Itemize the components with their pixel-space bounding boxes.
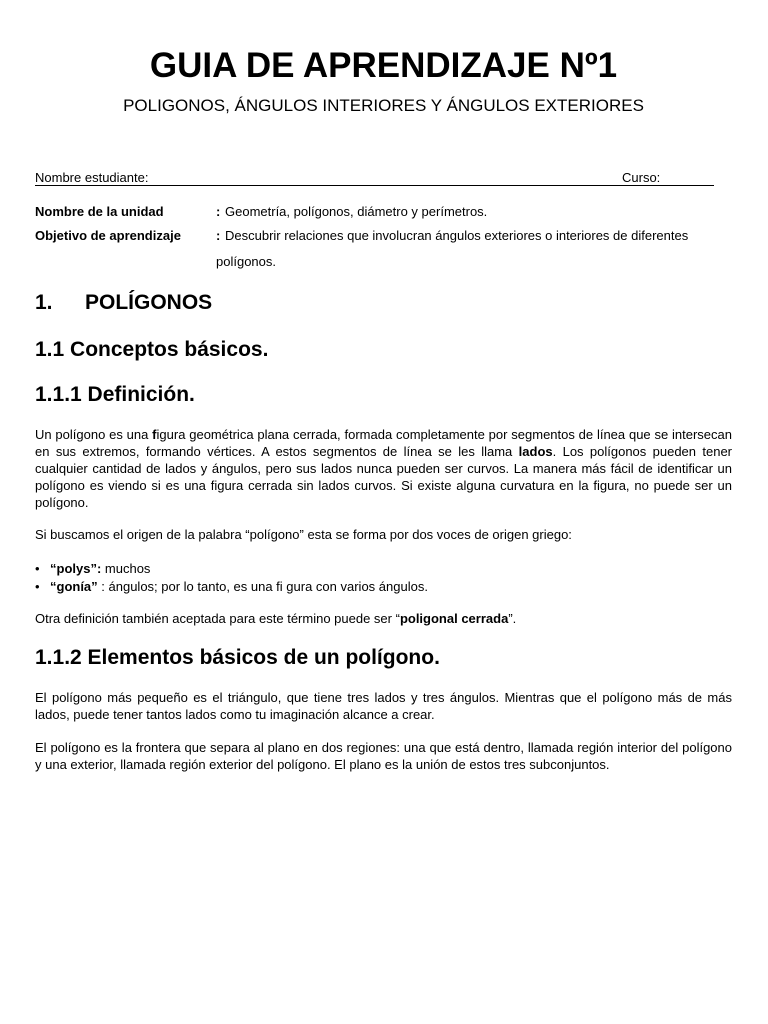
elements-paragraph-1: El polígono más pequeño es el triángulo, que tiene tres lados y tres ángulos. Mientras que el polígono más de más lados, puede tener tantos lados como tu imaginación alcance a crear. xyxy=(35,690,732,722)
section-1-heading xyxy=(35,291,212,315)
definition-text-c: igura geométrica plana cerrada, formada completamente por segmentos de línea que se intersecan en sus extremos, formando vértices. A estos segmentos de línea se les llama xyxy=(35,427,732,459)
objective-value: Descubrir relaciones que involucran ángulos exteriores o interiores de diferentes xyxy=(225,228,689,243)
bullet-text: : ángulos; por lo tanto, es una fi gura con varios ángulos. xyxy=(97,579,428,594)
objective-label: Objetivo de aprendizaje xyxy=(35,228,181,243)
section-1-title: POLÍGONOS xyxy=(85,291,213,314)
bullet-icon: • xyxy=(35,579,40,594)
list-item xyxy=(35,578,732,596)
alternate-definition-paragraph xyxy=(35,610,732,627)
alt-def-term: poligonal cerrada xyxy=(399,611,509,626)
document-title: GUIA DE APRENDIZAJE Nº1 xyxy=(149,46,618,85)
bullet-text: muchos xyxy=(101,561,151,576)
unit-label: Nombre de la unidad xyxy=(35,204,164,219)
definition-term-lados: lados xyxy=(518,444,553,459)
alt-def-text-c: ”. xyxy=(508,611,517,626)
section-1-1-heading: 1.1 Conceptos básicos. xyxy=(35,338,269,361)
unit-value: Geometría, polígonos, diámetro y perímetros. xyxy=(225,204,488,219)
section-1-1-1-heading: 1.1.1 Definición. xyxy=(35,383,195,406)
bullet-term: “polys”: xyxy=(50,561,102,576)
bullet-icon: • xyxy=(35,561,40,576)
unit-colon: : xyxy=(216,204,221,219)
elements-paragraph-2: El polígono es la frontera que separa al plano en dos regiones: una que está dentro, llamada región interior del polígono y una exterior, llamada región exterior del polígono. El plano es la unión de estos tres subconjuntos. xyxy=(35,740,732,772)
definition-text-b: f xyxy=(152,427,157,442)
bullet-term: “gonía” xyxy=(50,579,98,594)
objective-colon: : xyxy=(216,228,221,243)
origin-paragraph: Si buscamos el origen de la palabra “polígono” esta se forma por dos voces de origen griego: xyxy=(35,527,572,542)
origin-bullet-list xyxy=(35,560,732,596)
section-1-number: 1. xyxy=(35,291,53,314)
definition-text-a: Un polígono es una xyxy=(35,427,153,442)
alt-def-text-a: Otra definición también aceptada para este término puede ser “ xyxy=(35,611,400,626)
definition-text-e: . Los polígonos pueden tener cualquier cantidad de lados y ángulos, pero sus lados nunca pueden ser curvos. La manera más fácil de identificar un polígono es viendo si es una figura cerrada sin lados curvos. Si existe alguna curvatura en la figura, no puede ser un polígono. xyxy=(35,444,733,510)
student-name-label: Nombre estudiante: xyxy=(35,170,149,185)
definition-paragraph xyxy=(35,426,732,511)
document-subtitle: POLIGONOS, ÁNGULOS INTERIORES Y ÁNGULOS EXTERIORES xyxy=(123,96,644,115)
section-1-1-2-heading: 1.1.2 Elementos básicos de un polígono. xyxy=(35,646,440,669)
list-item xyxy=(35,560,732,578)
course-label: Curso: xyxy=(622,170,661,185)
objective-value-continued: polígonos. xyxy=(216,254,276,269)
student-info-line xyxy=(35,170,714,186)
